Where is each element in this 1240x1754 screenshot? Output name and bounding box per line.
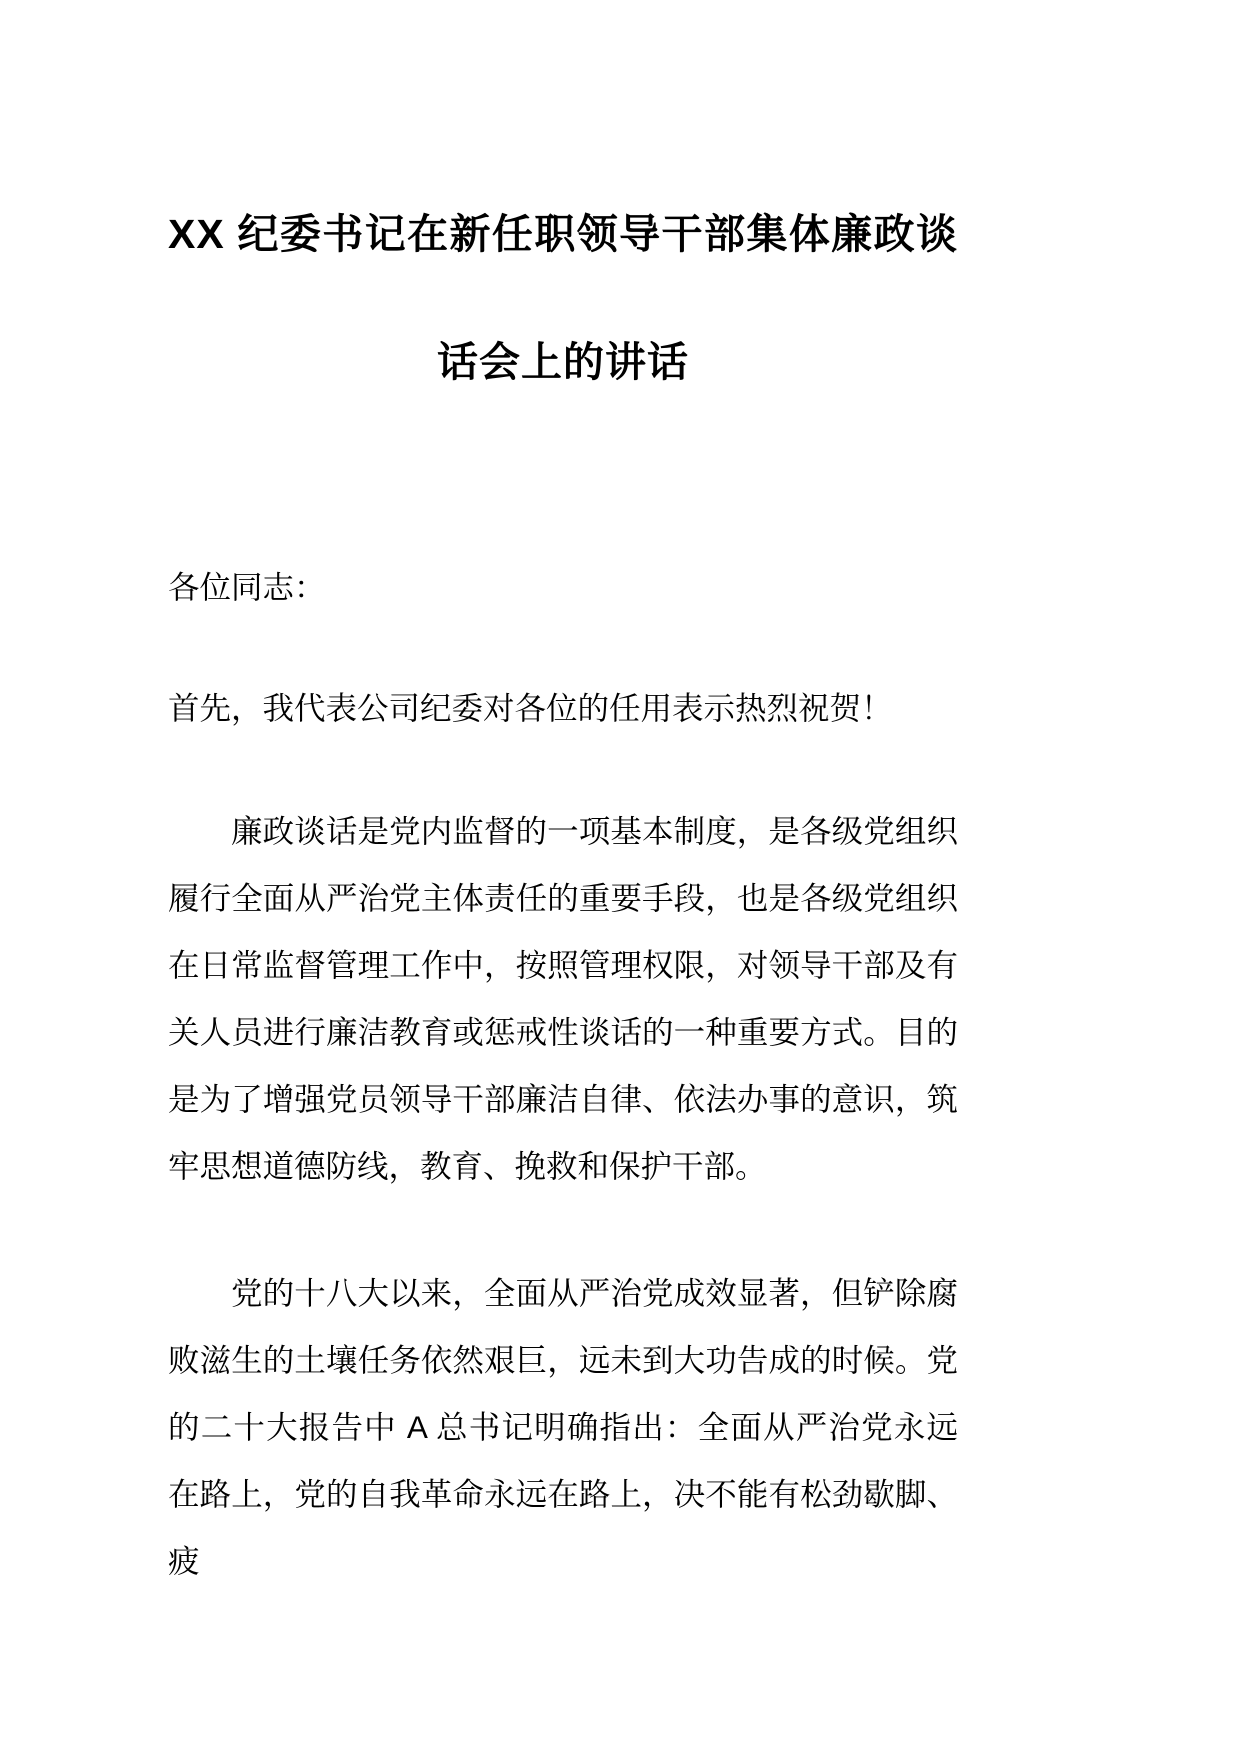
title-body-spacer xyxy=(168,426,958,554)
paragraph-spacer xyxy=(168,1200,958,1260)
document-body xyxy=(168,0,958,1595)
paragraph-congratulation: 首先，我代表公司纪委对各位的任用表示热烈祝贺！ xyxy=(168,690,893,726)
page-title xyxy=(168,0,958,426)
paragraph-spacer xyxy=(168,742,958,798)
paragraph-definition: 廉政谈话是党内监督的一项基本制度，是各级党组织履行全面从严治党主体责任的重要手段，也是各级党组织在日常监督管理工作中，按照管理权限，对领导干部及有关人员进行廉洁教育或惩戒性谈话的一种重要方式。目的是为了增强党员领导干部廉洁自律、依法办事的意识，筑牢思想道德防线，教育、挽救和保护干部。 xyxy=(168,813,958,1184)
paragraph-since-18th-congress: 党的十八大以来，全面从严治党成效显著，但铲除腐败滋生的土壤任务依然艰巨，远未到大功告成的时候。党的二十大报告中 A 总书记明确指出：全面从严治党永远在路上，党的自我革命永远在路上，决不能有松劲歇脚、疲 xyxy=(168,1275,958,1579)
paragraph-spacer xyxy=(168,621,958,675)
page-title-line-1: XX 纪委书记在新任职领导干部集体廉政谈 xyxy=(168,211,958,257)
page-title-line-2: 话会上的讲话 xyxy=(437,339,689,385)
salutation: 各位同志： xyxy=(168,569,326,605)
